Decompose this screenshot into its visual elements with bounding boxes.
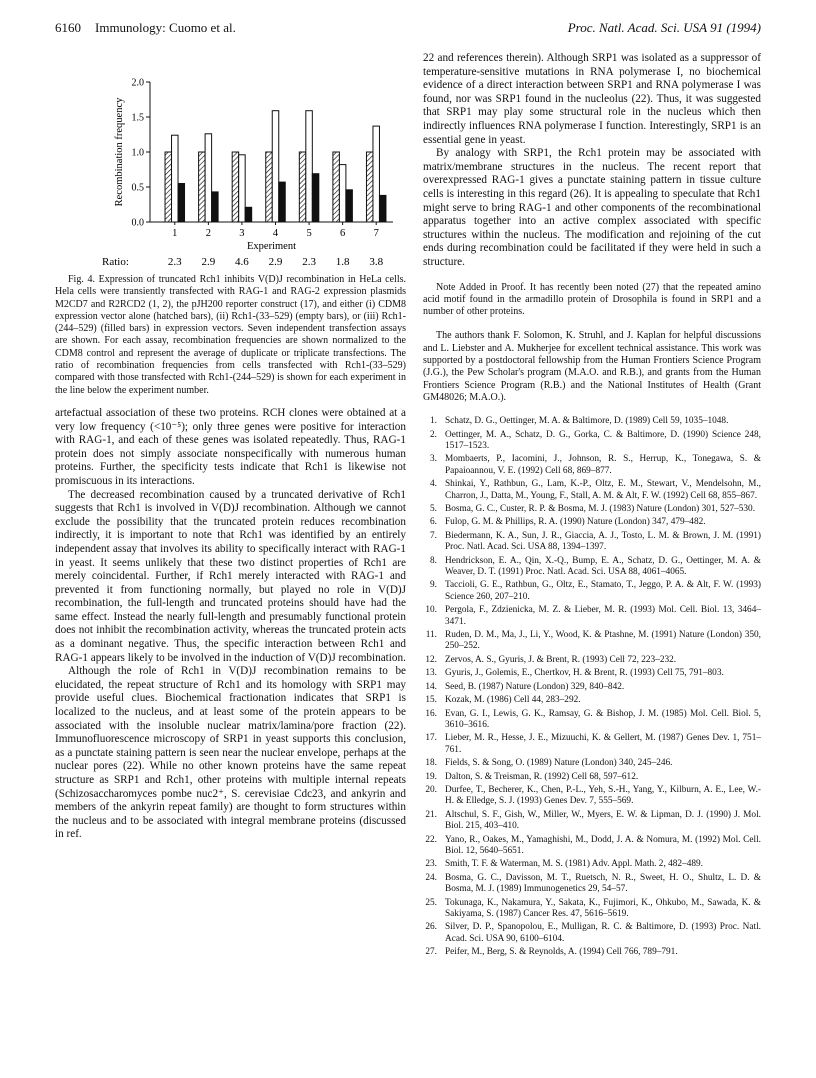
bar-empty-exp7: [373, 126, 380, 222]
reference-item: [423, 898, 761, 921]
reference-number: 23.: [425, 859, 437, 870]
reference-item: [423, 556, 761, 579]
reference-number: 17.: [425, 733, 437, 744]
reference-number: 7.: [430, 530, 437, 541]
reference-item: [423, 517, 761, 528]
bar-hatched-exp2: [199, 152, 206, 222]
acknowledgment: The authors thank F. Solomon, K. Struhl, and J. Kaplan for helpful discussions and L. Liebster and A. Mukherjee for excellent technical assistance. This work was supported by a postdoctoral fellowship from the Human Frontiers Science Program (J.G.), the Pew Scholar's program (M.A.O. and R.B.), and grants from the Human Frontiers Science Program (R.B.) and the National Institutes of Health (Grant GM48026; M.A.O.).: [423, 330, 761, 403]
reference-item: [423, 630, 761, 653]
reference-number: 21.: [425, 809, 437, 820]
x-tick-label: 3: [239, 228, 245, 239]
ratio-value: 2.9: [268, 256, 283, 268]
bar-empty-exp6: [339, 165, 346, 222]
figure-caption: Fig. 4. Expression of truncated Rch1 inhibits V(D)J recombination in HeLa cells. Hela cells were transiently transfected with RAG-1 and RAG-2 expression plasmids M2CD7 and R2RCD2 (1, 2), the pJH200 reporter construct (17), and either (i) CDM8 expression vector alone (hatched bars), (ii) Rch1-(33–529) (empty bars), or (iii) Rch1-(244–529) (filled bars) in expression vectors. Seven independent transfection assays are shown. For each assay, recombination frequencies are shown normalized to the CDM8 control and represent the average of duplicate or triplicate transfections. The ratio of recombination frequencies from cells transfected with Rch1-(33–529) compared with those transfected with Rch1-(244–529) is shown for each experiment in the line below the experiment number.: [55, 274, 406, 396]
reference-item: [423, 479, 761, 502]
reference-text: Shinkai, Y., Rathbun, G., Lam, K.-P., Oltz, E. M., Stewart, V., Mendelsohn, M., Charron, J., Datta, M., Young, F., Stall, A. M. & Alt, F. W. (1992) Cell 68, 855–867.: [445, 479, 761, 501]
header-journal-citation: Proc. Natl. Acad. Sci. USA 91 (1994): [567, 20, 761, 35]
reference-text: Fields, S. & Song, O. (1989) Nature (London) 340, 245–246.: [445, 758, 673, 769]
x-tick-label: 6: [340, 228, 346, 239]
ratio-value: 1.8: [335, 256, 350, 268]
reference-item: [423, 772, 761, 783]
body-paragraph: Although the role of Rch1 in V(D)J recombination remains to be elucidated, the repeat structure of Rch1 and its homology with SRP1 may provide useful clues. Biochemical fractionation indicates that SRP1 is localized to the nucleus, and at least some of the protein appears to be associated with the insoluble nuclear matrix/lamina/pore fraction (22). Immunofluorescence microscopy of SRP1 in yeast supports this conclusion, as a punctate staining pattern is seen near the nuclear envelope, perhaps at the nuclear pores (22). While no other known proteins have the same repeat structure as SRP1 and Rch1, other proteins with multiple internal repeats (Schizosaccharomyces pombe nuc2⁺, S. cerevisiae Cdc23, and ankyrin and members of the ankyrin repeat family) are thought to form structures within the nucleus and to be associated with integral membrane proteins (discussed in ref.: [55, 665, 406, 841]
bar-empty-exp3: [239, 155, 246, 222]
reference-text: Bosma, G. C., Davisson, M. T., Ruetsch, N. R., Sweet, H. O., Shultz, L. D. & Bosma, M. J. (1989) Immunogenetics 29, 54–57.: [445, 872, 761, 895]
body-paragraph: artefactual association of these two proteins. RCH clones were obtained at a very low frequency (<10⁻⁵); only three genes were positive for interaction with RAG-1, and each of these genes was isolated repeatedly. Thus, RAG-1 protein does not simply associate nonspecifically with numerous human proteins. Further, the specificity tests indicate that Rch1 is likewise not promiscuous in its interactions.: [55, 406, 406, 487]
figure-4: [55, 52, 406, 268]
reference-number: 24.: [425, 872, 437, 883]
right-body-text: [423, 52, 761, 270]
reference-text: Altschul, S. F., Gish, W., Miller, W., Myers, E. W. & Lipman, D. J. (1990) J. Mol. Biol. 215, 403–410.: [445, 809, 761, 832]
bar-empty-exp1: [172, 135, 179, 222]
reference-text: Silver, D. P., Spanopolou, E., Mulligan, R. C. & Baltimore, D. (1993) Proc. Natl. Acad. Sci. USA 90, 6100–6104.: [445, 922, 761, 944]
reference-item: [423, 504, 761, 515]
reference-number: 6.: [430, 517, 437, 528]
reference-number: 25.: [425, 897, 437, 908]
reference-text: Durfee, T., Becherer, K., Chen, P.-L., Yeh, S.-H., Yang, Y., Kilburn, A. E., Lee, W.-H. & Elledge, S. J. (1993) Genes Dev. 7, 555–569.: [445, 784, 761, 807]
bar-filled-exp2: [212, 192, 219, 222]
reference-item: [423, 709, 761, 732]
reference-number: 9.: [430, 580, 437, 591]
bar-filled-exp1: [178, 184, 185, 223]
running-header: [55, 20, 761, 40]
ratio-value: 2.9: [201, 256, 216, 268]
reference-item: [423, 785, 761, 808]
reference-number: 14.: [425, 681, 437, 692]
reference-number: 15.: [425, 695, 437, 706]
reference-item: [423, 758, 761, 769]
reference-list: [423, 416, 761, 958]
body-paragraph: 22 and references therein). Although SRP1 was isolated as a suppressor of temperature-sensitive mutations in RNA polymerase I, no biochemical evidence of a direct interaction between SRP1 and RNA polymerase I was found, nor was SRP1 found in the nucleolus (22). Thus, it was suggested that SRP1 may play some structural role in the nucleus which then indirectly influences RNA polymerase I function. Interestingly, SRP1 is an essential gene in yeast.: [423, 52, 761, 146]
ratio-label: Ratio:: [102, 256, 129, 268]
left-body-text: [55, 407, 406, 842]
reference-number: 8.: [430, 555, 437, 566]
ratio-value: 3.8: [369, 256, 384, 268]
reference-number: 22.: [425, 834, 437, 845]
left-column: [55, 52, 406, 842]
x-tick-label: 5: [306, 228, 312, 239]
reference-number: 19.: [425, 771, 437, 782]
reference-number: 1.: [430, 416, 437, 427]
note-added-in-proof: Note Added in Proof. It has recently been noted (27) that the repeated amino acid motif found in the armadillo protein of Drosophila is found in SRP1 and a number of other proteins.: [423, 281, 761, 318]
reference-text: Fulop, G. M. & Phillips, R. A. (1990) Nature (London) 347, 479–482.: [445, 517, 706, 528]
reference-number: 26.: [425, 922, 437, 933]
bar-filled-exp4: [279, 182, 286, 222]
reference-item: [423, 695, 761, 706]
x-tick-label: 2: [205, 228, 211, 239]
page-number: 6160: [55, 20, 81, 35]
reference-number: 5.: [430, 504, 437, 515]
reference-item: [423, 835, 761, 858]
reference-number: 10.: [425, 605, 437, 616]
reference-text: Zervos, A. S., Gyuris, J. & Brent, R. (1993) Cell 72, 223–232.: [445, 654, 677, 665]
reference-text: Oettinger, M. A., Schatz, D. G., Gorka, C. & Baltimore, D. (1990) Science 248, 1517–1523.: [445, 429, 761, 451]
body-paragraph: The decreased recombination caused by a truncated derivative of Rch1 suggests that Rch1 is involved in V(D)J recombination. Although we cannot exclude the possibility that the truncated protein reduces recombination indirectly, it is important to note that Rch1 was identified by an entirely independent assay that involves its ability to specifically interact with RAG-1 in yeast. It seems unlikely that these two distinct properties of Rch1 are merely coincidental. Further, if Rch1 merely interacted with RAG-1 and prevented it from functioning normally, but played no role in V(D)J recombination, the full-length and truncated proteins should have had the same effect. Instead the nearly full-length and presumably functional protein does not inhibit the recombination activity, whereas the truncated protein acts as a dominant negative. Thus, the specific interaction between Rch1 and RAG-1 appears likely to be involved in the induction of V(D)J recombination.: [55, 488, 406, 664]
bar-hatched-exp1: [165, 152, 172, 222]
reference-item: [423, 922, 761, 945]
bar-filled-exp3: [245, 207, 252, 222]
reference-text: Mombaerts, P., Iacomini, J., Johnson, R. S., Herrup, K., Tonegawa, S. & Papaioannou, V. E. (1992) Cell 68, 869–877.: [445, 454, 761, 476]
x-tick-label: 4: [272, 228, 279, 239]
reference-number: 2.: [430, 429, 437, 440]
bar-empty-exp5: [306, 111, 313, 222]
y-tick-label: 2.0: [131, 77, 144, 89]
y-tick-label: 1.5: [131, 112, 144, 124]
reference-text: Dalton, S. & Treisman, R. (1992) Cell 68, 597–612.: [445, 771, 639, 782]
reference-item: [423, 430, 761, 453]
bar-hatched-exp4: [266, 152, 273, 222]
reference-text: Pergola, F., Zdzienicka, M. Z. & Lieber, M. R. (1993) Mol. Cell. Biol. 13, 3464–3471.: [445, 605, 761, 627]
reference-number: 12.: [425, 654, 437, 665]
reference-item: [423, 454, 761, 477]
y-tick-label: 0.0: [131, 217, 144, 229]
header-section-author: Immunology: Cuomo et al.: [95, 20, 236, 35]
reference-text: Evan, G. I., Lewis, G. K., Ramsay, G. & Bishop, J. M. (1985) Mol. Cell. Biol. 5, 3610–3616.: [445, 708, 761, 730]
reference-text: Hendrickson, E. A., Qin, X.-Q., Bump, E. A., Schatz, D. G., Oettinger, M. A. & Weaver, D. T. (1991) Proc. Natl. Acad. Sci. USA 88, 4061–4065.: [445, 555, 761, 578]
bar-hatched-exp7: [366, 152, 373, 222]
reference-item: [423, 416, 761, 427]
reference-text: Lieber, M. R., Hesse, J. E., Mizuuchi, K. & Gellert, M. (1987) Genes Dev. 1, 751–761.: [445, 733, 761, 755]
reference-text: Peifer, M., Berg, S. & Reynolds, A. (1994) Cell 766, 789–791.: [445, 947, 678, 958]
reference-text: Seed, B. (1987) Nature (London) 329, 840–842.: [445, 681, 625, 692]
y-tick-label: 1.0: [131, 147, 144, 159]
reference-text: Smith, T. F. & Waterman, M. S. (1981) Adv. Appl. Math. 2, 482–489.: [445, 859, 703, 870]
body-paragraph: By analogy with SRP1, the Rch1 protein may be associated with matrix/membrane structures in the nucleus. The recent report that overexpressed RAG-1 gives a punctate staining pattern in tissue culture cells is interesting in this regard (26). It is appealing to speculate that Rch1 might serve to bring RAG-1 and other components of the recombinational apparatus together into an active complex associated with specific structures within the nucleus. The modification and rejoining of the cut ends during recombination could be facilitated if they were held in such a structure.: [423, 147, 761, 268]
reference-number: 4.: [430, 479, 437, 490]
reference-text: Schatz, D. G., Oettinger, M. A. & Baltimore, D. (1989) Cell 59, 1035–1048.: [445, 416, 729, 427]
ratio-value: 2.3: [167, 256, 182, 268]
bar-hatched-exp6: [333, 152, 340, 222]
x-tick-label: 1: [172, 228, 178, 239]
reference-item: [423, 605, 761, 628]
reference-item: [423, 859, 761, 870]
reference-number: 20.: [425, 784, 437, 795]
reference-item: [423, 810, 761, 833]
bar-hatched-exp3: [232, 152, 239, 222]
right-column: [423, 52, 761, 961]
reference-item: [423, 531, 761, 554]
ratio-value: 4.6: [235, 256, 249, 268]
reference-text: Ruden, D. M., Ma, J., Li, Y., Wood, K. & Ptashne, M. (1991) Nature (London) 350, 250–252.: [445, 630, 761, 652]
reference-text: Gyuris, J., Golemis, E., Chertkov, H. & Brent, R. (1993) Cell 75, 791–803.: [445, 668, 724, 679]
y-axis-label: Recombination frequency: [114, 97, 125, 207]
reference-text: Taccioli, G. E., Rathbun, G., Oltz, E., Stamato, T., Jeggo, P. A. & Alt, F. W. (1993) Science 260, 207–210.: [445, 580, 761, 602]
reference-text: Yano, R., Oakes, M., Yamaghishi, M., Dodd, J. A. & Nomura, M. (1992) Mol. Cell. Biol. 12, 5640–5651.: [445, 834, 761, 856]
reference-item: [423, 580, 761, 603]
reference-item: [423, 873, 761, 896]
reference-item: [423, 733, 761, 756]
bar-filled-exp6: [346, 190, 353, 222]
bar-filled-exp7: [379, 195, 386, 222]
reference-text: Kozak, M. (1986) Cell 44, 283–292.: [445, 695, 581, 706]
bar-empty-exp2: [205, 134, 212, 222]
x-axis-label: Experiment: [247, 241, 296, 252]
reference-text: Biedermann, K. A., Sun, J. R., Giaccia, A. J., Tosto, L. M. & Brown, J. M. (1991) Proc. Natl. Acad. Sci. USA 88, 1394–1397.: [445, 530, 761, 553]
bar-empty-exp4: [272, 111, 279, 222]
bar-filled-exp5: [312, 174, 319, 222]
reference-text: Bosma, G. C., Custer, R. P. & Bosma, M. J. (1983) Nature (London) 301, 527–530.: [445, 504, 756, 515]
reference-number: 13.: [425, 668, 437, 679]
reference-item: [423, 668, 761, 679]
bar-hatched-exp5: [299, 152, 306, 222]
reference-item: [423, 682, 761, 693]
reference-number: 3.: [430, 454, 437, 465]
x-tick-label: 7: [373, 228, 379, 239]
recombination-bar-chart: [55, 52, 406, 268]
reference-item: [423, 947, 761, 958]
y-tick-label: 0.5: [131, 182, 144, 194]
reference-number: 18.: [425, 758, 437, 769]
reference-number: 27.: [425, 947, 437, 958]
reference-number: 11.: [425, 630, 437, 641]
reference-item: [423, 655, 761, 666]
ratio-value: 2.3: [302, 256, 316, 268]
reference-text: Tokunaga, K., Nakamura, Y., Sakata, K., Fujimori, K., Ohkubo, M., Sawada, K. & Sakiyama, S. (1987) Cancer Res. 47, 5616–5619.: [445, 897, 761, 920]
reference-number: 16.: [425, 708, 437, 719]
